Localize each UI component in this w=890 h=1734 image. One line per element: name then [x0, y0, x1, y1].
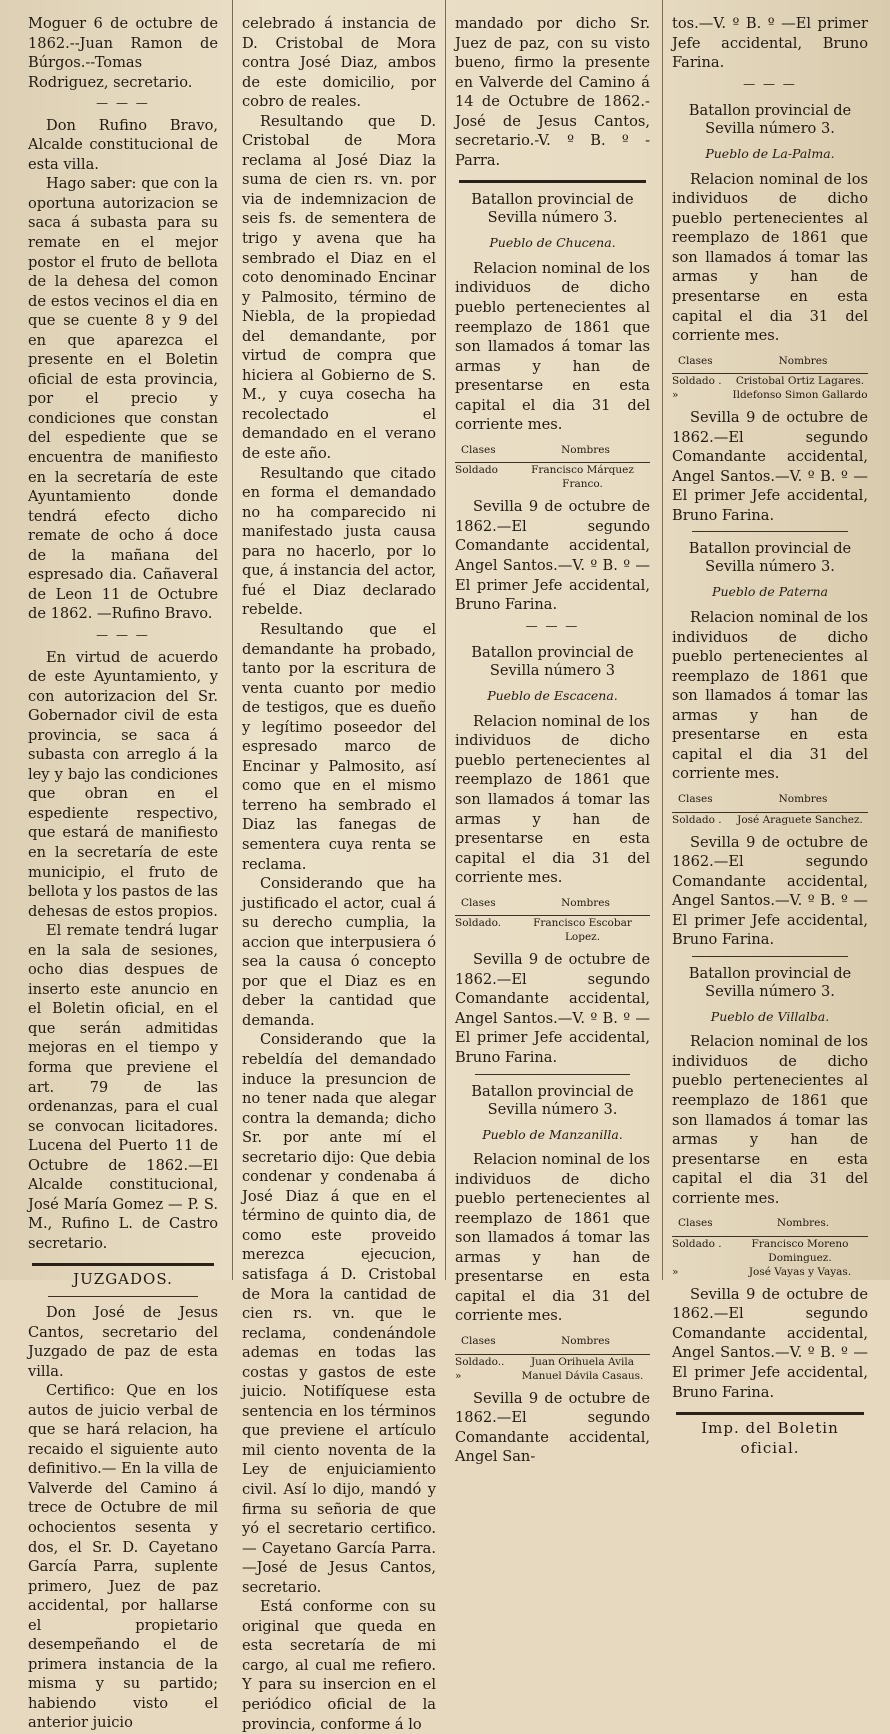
signature: Sevilla 9 de octubre de 1862.—El segundo Comandante accidental, Angel Santos.—V. º B. º —El primer Jefe accidental, Bruno Farina.: [455, 498, 650, 614]
rank-cell: Soldado..: [455, 1355, 505, 1368]
table-row: [672, 388, 868, 402]
name-cell: Manuel Dávila Casaus.: [521, 1369, 644, 1382]
paragraph: Don José de Jesus Cantos, secretario del Juzgado de paz de esta villa.: [28, 1304, 218, 1380]
header-clases: Clases: [461, 443, 496, 456]
table-header: [672, 352, 868, 375]
header-nombres: Nombres: [561, 1334, 610, 1347]
name-cell: José Vayas y Vayas.: [748, 1265, 852, 1278]
paragraph: Considerando que la rebeldía del demandado induce la presuncion de no tener nada que alegar contra la demanda; dicho Sr. por ante mí el secretario dijo: Que debia condenar y condenaba á José Diaz á que en el término de quinto dia, de como este proveido merezca ejecucion, satisfaga á D. Cristobal de Mora la cantidad de cien rs. vn. que le reclama, condenándole ademas en todas las costas y gastos de este juicio. Notifíquese esta sentencia en los términos que previene el artículo mil ciento noventa de la Ley de enjuiciamiento civil. Así lo dijo, mandó y firma su señoria de que yó el secretario certifico.— Cayetano García Parra.—José de Jesus Cantos, secretario.: [242, 1031, 436, 1596]
rank-cell: Soldado: [455, 464, 498, 477]
signature: Sevilla 9 de octubre de 1862.—El segundo Comandante accidental, Angel Santos.—V. º B. º —El primer Jefe accidental, Bruno Farina.: [672, 409, 868, 524]
header-clases: Clases: [461, 1334, 496, 1347]
paragraph: Moguer 6 de octubre de 1862.--Juan Ramon de Búrgos.--Tomas Rodriguez, secretario.: [28, 15, 218, 91]
header-clases: Clases: [461, 896, 496, 909]
table-row: [672, 813, 868, 827]
divider: [475, 1074, 630, 1075]
table-header: [672, 790, 868, 813]
pueblo-heading: Pueblo de Chucena.: [489, 235, 616, 251]
rank-cell: »: [672, 1265, 679, 1278]
header-clases: Clases: [678, 792, 713, 805]
table-row: [672, 1265, 868, 1279]
battalion-title: Batallon provincial de Sevilla número 3.: [471, 191, 634, 227]
separator: — — —: [525, 618, 580, 633]
paragraph: En virtud de acuerdo de este Ayuntamiento, y con autorizacion del Sr. Gobernador civil de esta provincia, se saca á subasta con arreglo á la ley y bajo las condiciones que obran en el espediente respectivo, que estará de manifiesto en la secretaría de este municipio, el fruto de bellota y los pastos de las dehesas de estos propios.: [28, 648, 218, 920]
column-1: [28, 14, 218, 1732]
relation-text: Relacion nominal de los individuos de dicho pueblo pertenecientes al reemplazo de 1861 que son llamados á tomar las armas y han de presentarse en esta capital el dia 31 del corriente mes.: [672, 609, 868, 783]
rank-cell: »: [455, 1369, 462, 1382]
paragraph: Resultando que citado en forma el demandado no ha comparecido ni manifestado justa causa para no hacerlo, por lo que, á instancia del actor, fué el Diaz declarado rebelde.: [242, 464, 436, 619]
paragraph: Resultando que el demandante ha probado, tanto por la escritura de venta cuanto por medio de testigos, que es dueño y legítimo poseedor del espresado marco de Encinar y Palmosito, así como que en el mismo terreno ha sembrado el Diaz las fanegas de sementera cuya renta se reclama.: [242, 620, 436, 873]
battalion-title: Batallon provincial de Sevilla número 3.: [688, 102, 852, 138]
header-nombres: Nombres: [778, 354, 828, 367]
column-rule: [445, 0, 446, 1280]
printer-footer: Imp. del Boletin oficial.: [701, 1419, 839, 1457]
header-nombres: Nombres: [778, 792, 828, 805]
name-cell: José Araguete Sanchez.: [737, 813, 863, 826]
paragraph: Don Rufino Bravo, Alcalde constitucional de esta villa.: [28, 116, 218, 173]
section-rule: [676, 1412, 864, 1415]
section-rule: [32, 1263, 214, 1266]
header-nombres: Nombres: [561, 896, 610, 909]
table-row: [672, 1237, 868, 1265]
relation-text: Relacion nominal de los individuos de dicho pueblo pertenecientes al reemplazo de 1861 que son llamados á tomar las armas y han de presentarse en esta capital el dia 31 del corriente mes.: [455, 1151, 650, 1325]
table-row: [455, 463, 650, 491]
battalion-title: Batallon provincial de Sevilla número 3.: [688, 964, 852, 1000]
name-cell: Ildefonso Simon Gallardo: [732, 389, 868, 402]
divider: [692, 531, 848, 532]
divider: [48, 1296, 198, 1297]
table-row: [455, 1355, 650, 1369]
paragraph: Certifico: Que en los autos de juicio verbal de que se hará relacion, ha recaido el siguiente auto definitivo.— En la villa de Valverde del Camino á trece de Octubre de mil ochocientos sesenta y dos, el Sr. D. Cayetano García Parra, suplente primero, Juez de paz accidental, por hallarse el propietario desempeñando el de primera instancia de la misma y su partido; habiendo visto el anterior juicio: [28, 1382, 218, 1732]
relation-text: Relacion nominal de los individuos de dicho pueblo pertenecientes al reemplazo de 1861 que son llamados á tomar las armas y han de presentarse en esta capital el dia 31 del corriente mes.: [455, 712, 650, 887]
table-header: [455, 894, 650, 917]
column-4: [672, 14, 868, 1457]
header-nombres: Nombres.: [776, 1217, 830, 1230]
column-rule: [662, 0, 663, 1280]
signature: Sevilla 9 de octubre de 1862.—El segundo Comandante accidental, Angel San-: [455, 1389, 650, 1466]
name-cell: Francisco Moreno Dominguez.: [751, 1237, 849, 1264]
table-header: [455, 441, 650, 464]
relation-text: Relacion nominal de los individuos de dicho pueblo pertenecientes al reemplazo de 1861 que son llamados á tomar las armas y han de presentarse en esta capital el dia 31 del corriente mes.: [455, 259, 650, 434]
column-3: [455, 14, 650, 1466]
table-header: [455, 1332, 650, 1355]
relation-text: Relacion nominal de los individuos de dicho pueblo pertenecientes al reemplazo de 1861 que son llamados á tomar las armas y han de presentarse en esta capital el dia 31 del corriente mes.: [672, 1033, 868, 1207]
paragraph: celebrado á instancia de D. Cristobal de Mora contra José Diaz, ambos de este domicilio, por cobro de reales.: [242, 15, 436, 111]
table-row: [455, 1369, 650, 1383]
column-2: [242, 14, 436, 1733]
header-clases: Clases: [678, 1217, 713, 1230]
table-row: [672, 374, 868, 388]
rank-cell: »: [672, 389, 679, 402]
rank-cell: Soldado .: [672, 813, 722, 826]
paragraph: El remate tendrá lugar en la sala de sesiones, ocho dias despues de inserto este anuncio en el Boletin oficial, en el que serán admitidas mejoras en el tiempo y forma que previene el art. 79 de las ordenanzas, para el cual se convocan licitadores. Lucena del Puerto 11 de Octubre de 1862.—El Alcalde constitucional, José María Gomez — P. S. M., Rufino L. de Castro secretario.: [28, 922, 218, 1252]
pueblo-heading: Pueblo de La-Palma.: [705, 146, 835, 162]
separator: — — —: [96, 627, 150, 642]
paragraph: Hago saber: que con la oportuna autorizacion se saca á subasta para su remate en el mejor postor el fruto de bellota de la dehesa del comon de estos vecinos el dia en que se cuente 8 y 9 del en que aparezca el presente en el Boletin oficial de esta provincia, por el precio y condiciones que constan del espediente que se encuentra de manifiesto en la secretaría de este Ayuntamiento donde tendrá efecto dicho remate de ocho á doce de la mañana del espresado dia. Cañaveral de Leon 11 de Octubre de 1862. —Rufino Bravo.: [28, 175, 218, 623]
rank-cell: Soldado .: [672, 375, 722, 388]
name-cell: Francisco Escobar Lopez.: [533, 917, 632, 944]
battalion-title: Batallon provincial de Sevilla número 3.: [471, 1082, 634, 1118]
relation-text: Relacion nominal de los individuos de dicho pueblo pertenecientes al reemplazo de 1861 que son llamados á tomar las armas y han de presentarse en esta capital el dia 31 del corriente mes.: [672, 170, 868, 345]
divider: [692, 956, 848, 957]
separator: — — —: [743, 76, 797, 91]
name-cell: Francisco Márquez Franco.: [531, 464, 634, 491]
battalion-title: Batallon provincial de Sevilla número 3: [471, 644, 634, 680]
header-nombres: Nombres: [561, 443, 610, 456]
rank-cell: Soldado .: [672, 1237, 722, 1250]
column-rule: [232, 0, 233, 1280]
pueblo-heading: Pueblo de Escacena.: [487, 688, 618, 704]
signature: Sevilla 9 de octubre de 1862.—El segundo Comandante accidental, Angel Santos.—V. º B. º —El primer Jefe accidental, Bruno Farina.: [672, 1285, 868, 1401]
section-rule: [459, 180, 646, 183]
paragraph: mandado por dicho Sr. Juez de paz, con su visto bueno, firmo la presente en Valverde del Camino á 14 de Octubre de 1862.-José de Jesus Cantos, secretario.-V. º B. º - Parra.: [455, 15, 650, 169]
pueblo-heading: Pueblo de Paterna: [712, 584, 828, 600]
paragraph: tos.—V. º B. º —El primer Jefe accidental, Bruno Farina.: [672, 15, 868, 72]
battalion-title: Batallon provincial de Sevilla número 3.: [688, 540, 852, 576]
signature: Sevilla 9 de octubre de 1862.—El segundo Comandante accidental, Angel Santos.—V. º B. º —El primer Jefe accidental, Bruno Farina.: [672, 833, 868, 949]
pueblo-heading: Pueblo de Manzanilla.: [482, 1126, 623, 1142]
table-header: [672, 1214, 868, 1237]
separator: — — —: [96, 96, 150, 111]
table-row: [455, 916, 650, 944]
paragraph: Considerando que ha justificado el actor, cual á su derecho cumplia, la accion que interpusiera ó sea la causa ó concepto por que el Diaz es en deber la cantidad que demanda.: [242, 875, 436, 1029]
paragraph: Resultando que D. Cristobal de Mora reclama al José Diaz la suma de cien rs. vn. por via de indemnizacion de seis fs. de sementera de trigo y avena que ha sembrado el Diaz en el coto denominado Encinar y Palmosito, término de Niebla, de la propiedad del demandante, por virtud de compra que hiciera al Gobierno de S. M., y cuya cosecha ha recolectado el demandado en el verano de este año.: [242, 112, 436, 463]
pueblo-heading: Pueblo de Villalba.: [710, 1008, 830, 1024]
name-cell: Cristobal Ortiz Lagares.: [735, 375, 865, 388]
signature: Sevilla 9 de octubre de 1862.—El segundo Comandante accidental, Angel Santos.—V. º B. º —El primer Jefe accidental, Bruno Farina.: [455, 951, 650, 1066]
name-cell: Juan Orihuela Avila: [530, 1355, 635, 1368]
paragraph: Está conforme con su original que queda en esta secretaría de mi cargo, al cual me refiero. Y para su insercion en el periódico oficial de la provincia, conforme á lo: [242, 1598, 436, 1733]
rank-cell: Soldado.: [455, 917, 502, 930]
header-clases: Clases: [678, 354, 713, 367]
section-title: JUZGADOS.: [73, 1270, 173, 1289]
